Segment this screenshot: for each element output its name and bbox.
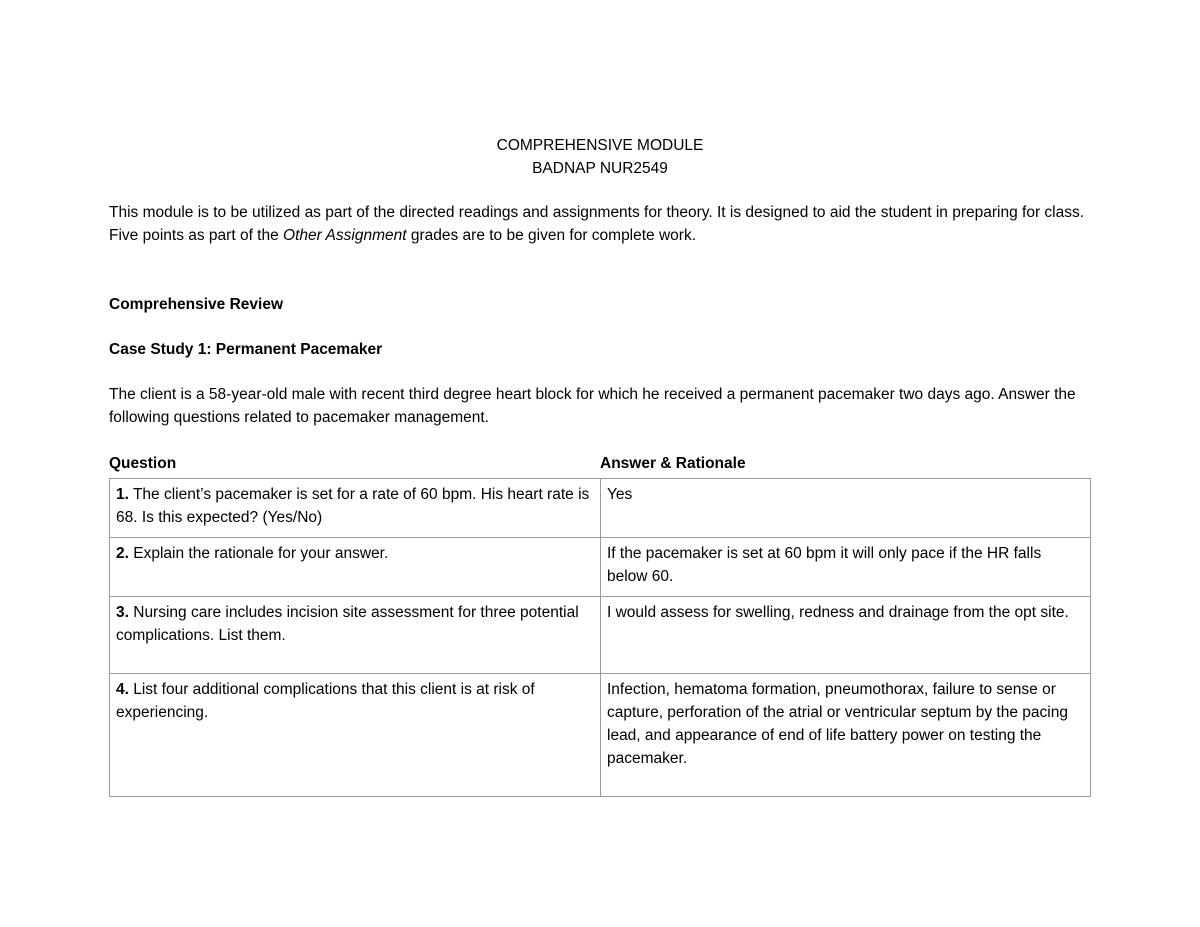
- answer-cell: If the pacemaker is set at 60 bpm it will only pace if the HR falls below 60.: [601, 538, 1091, 597]
- question-cell: [110, 597, 601, 674]
- intro-text-end: grades are to be given for complete work.: [406, 227, 697, 244]
- question-text: Nursing care includes incision site assessment for three potential complications. List them.: [116, 604, 579, 644]
- document-course-code: BADNAP NUR2549: [532, 160, 668, 177]
- case-study-title: Case Study 1: Permanent Pacemaker: [109, 341, 383, 358]
- question-number: 3.: [116, 604, 129, 621]
- case-study-description: The client is a 58-year-old male with recent third degree heart block for which he received a permanent pacemaker two days ago. Answer the following questions related to pacemaker management.: [109, 386, 1076, 426]
- question-number: 1.: [116, 486, 129, 503]
- intro-text-start: This module is to be utilized as part of the directed readings and assignments for theory. It is designed to aid the student in preparing for class. Five points as part of the: [109, 204, 1085, 244]
- answer-cell: Infection, hematoma formation, pneumothorax, failure to sense or capture, perforation of the atrial or ventricular septum by the pacing lead, and appearance of end of life battery power on testing the pacemaker.: [601, 674, 1091, 797]
- intro-emphasis: Other Assignment: [283, 227, 407, 244]
- question-number: 2.: [116, 545, 129, 562]
- table-row: [110, 538, 1091, 597]
- question-cell: [110, 479, 601, 538]
- question-answer-table: [109, 478, 1091, 797]
- question-text: List four additional complications that this client is at risk of experiencing.: [116, 681, 535, 721]
- question-column-header: Question: [109, 455, 177, 472]
- question-number: 4.: [116, 681, 129, 698]
- question-text: The client’s pacemaker is set for a rate of 60 bpm. His heart rate is 68. Is this expected? (Yes/No): [116, 486, 590, 526]
- table-row: [110, 479, 1091, 538]
- table-row: [110, 597, 1091, 674]
- answer-cell: I would assess for swelling, redness and drainage from the opt site.: [601, 597, 1091, 674]
- table-row: [110, 674, 1091, 797]
- question-text: Explain the rationale for your answer.: [128, 545, 389, 562]
- answer-cell: Yes: [601, 479, 1091, 538]
- question-cell: [110, 538, 601, 597]
- document-title: COMPREHENSIVE MODULE: [496, 137, 704, 154]
- intro-paragraph: [109, 201, 1099, 247]
- question-cell: [110, 674, 601, 797]
- answer-column-header: Answer & Rationale: [600, 455, 746, 472]
- section-heading: Comprehensive Review: [109, 296, 284, 313]
